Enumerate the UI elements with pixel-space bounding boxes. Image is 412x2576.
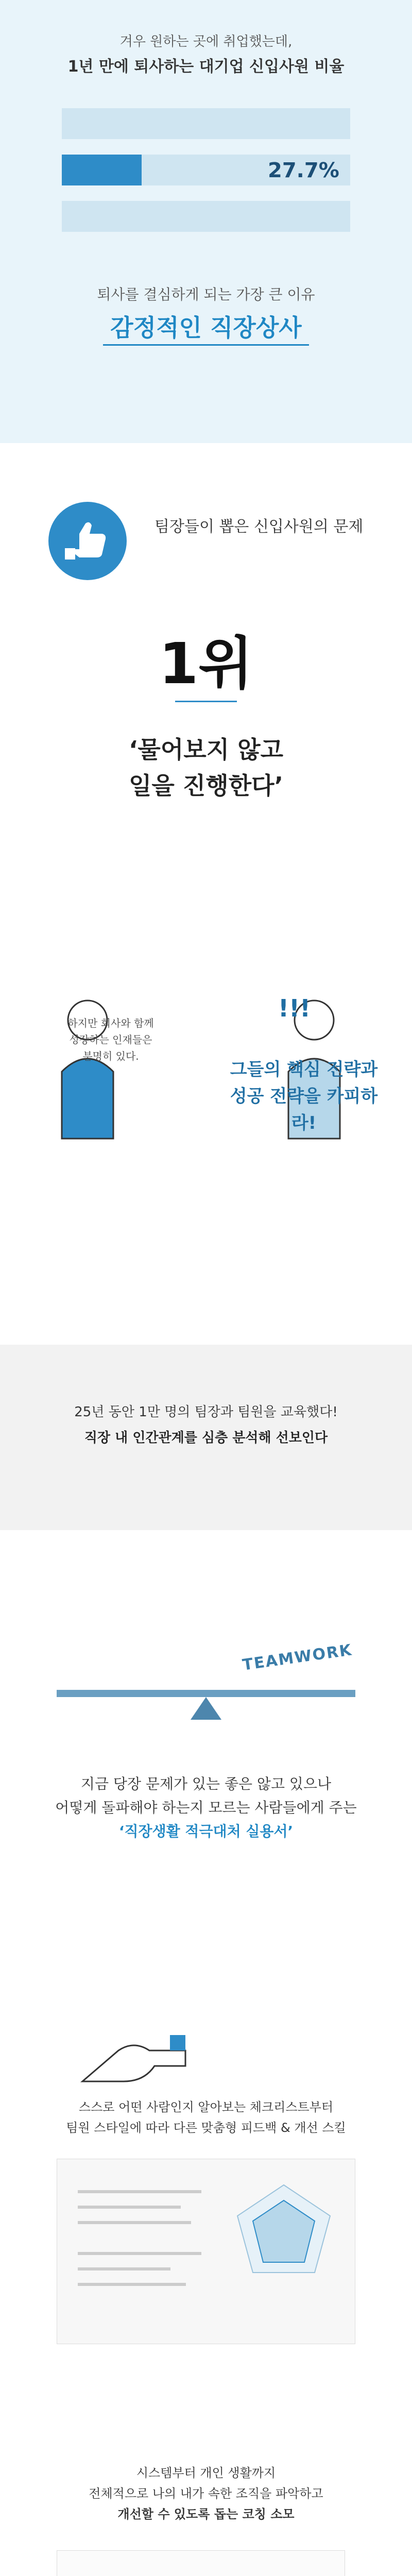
seesaw-board [57, 1690, 355, 1697]
checklist-line-1: 스스로 어떤 사람인지 알아보는 체크리스트부터 [78, 2100, 334, 2114]
years-line-1: 25년 동안 1만 명의 팀장과 팀원을 교육했다! [74, 1404, 338, 1420]
seesaw-pivot [191, 1697, 221, 1720]
intro-lead: 겨우 원하는 곳에 취업했는데, [119, 34, 293, 49]
teamwork-line-2: 어떻게 돌파해야 하는지 모르는 사람들에게 주는 [55, 1799, 357, 1816]
years-line-2: 직장 내 인간관계를 심층 분석해 선보인다 [84, 1430, 328, 1446]
teamwork-line-3: ‘직장생활 적극대처 실용서’ [118, 1823, 294, 1840]
bar-background-1 [62, 108, 350, 139]
intro-headline: 1년 만에 퇴사하는 대기업 신입사원 비율 [67, 58, 345, 76]
years-section [0, 1345, 412, 1530]
checklist-line-2: 팀원 스타일에 따라 다른 맞춤형 피드백 & 개선 스킬 [66, 2121, 346, 2135]
diagnosis-desc [0, 2463, 412, 2524]
teamwork-word: TEAMWORK [241, 1641, 354, 1674]
teamwork-section [0, 1530, 412, 1850]
person-figure-icon [41, 984, 154, 1149]
diagnosis-section [0, 2416, 412, 2576]
thumbs-up-icon [46, 500, 129, 582]
stat-bars [62, 93, 350, 252]
radar-chart [232, 2180, 335, 2283]
strategy-big-line-1: 그들의 핵심 전략과 [230, 1059, 378, 1080]
diagnosis-line-1: 시스템부터 개인 생활까지 [136, 2466, 276, 2480]
intro-section [0, 0, 412, 443]
strategy-small-text [52, 1015, 170, 1064]
rank-quote-line-2: 일을 진행한다’ [128, 772, 284, 800]
reason-headline: 감정적인 직장상사 [110, 314, 302, 342]
doc-line [78, 2206, 181, 2209]
rank-number: 1위 [159, 631, 253, 697]
reason-underline [103, 344, 309, 346]
checklist-document [57, 2159, 355, 2344]
strategy-small-line-3: 분명히 있다. [82, 1050, 139, 1062]
doc-line [78, 2252, 201, 2255]
strategy-big-text [227, 1056, 381, 1137]
doc-line [78, 2283, 186, 2286]
diagnosis-line-3: 개선할 수 있도록 돕는 코칭 소모 [117, 2507, 295, 2521]
strategy-big-line-2: 성공 전략을 카피하라! [230, 1086, 378, 1133]
strategy-section [0, 907, 412, 1345]
rank-quote [0, 732, 412, 804]
doc-line [78, 2190, 201, 2193]
checklist-section [0, 1850, 412, 2416]
diagnosis-form [57, 2550, 345, 2576]
rank-tag: 팀장들이 뽑은 신입사원의 문제 [154, 518, 364, 536]
diagnosis-line-2: 전체적으로 나의 내가 속한 조직을 파악하고 [89, 2486, 323, 2501]
doc-line [78, 2267, 170, 2270]
rank-quote-line-1: ‘물어보지 않고 [128, 736, 284, 764]
bar-background-3 [62, 201, 350, 232]
reason-lead: 퇴사를 결심하게 되는 가장 큰 이유 [97, 286, 315, 303]
doc-line [78, 2221, 191, 2224]
teamwork-line-1: 지금 당장 문제가 있는 좋은 않고 있으나 [80, 1775, 332, 1792]
strategy-small-line-2: 성장하는 인재들은 [69, 1033, 152, 1046]
rank-section [0, 443, 412, 907]
hand-icon [77, 2020, 191, 2092]
stat-percent: 27.7% [268, 159, 339, 182]
rank-divider [175, 701, 237, 702]
teamwork-question [0, 1772, 412, 1843]
checklist-desc [0, 2097, 412, 2138]
stat-bar-fill [62, 155, 142, 185]
strategy-small-line-1: 하지만 회사와 함께 [67, 1017, 154, 1029]
bar-chart [212, 2571, 325, 2576]
strategy-exclaim: !!! [278, 994, 311, 1022]
